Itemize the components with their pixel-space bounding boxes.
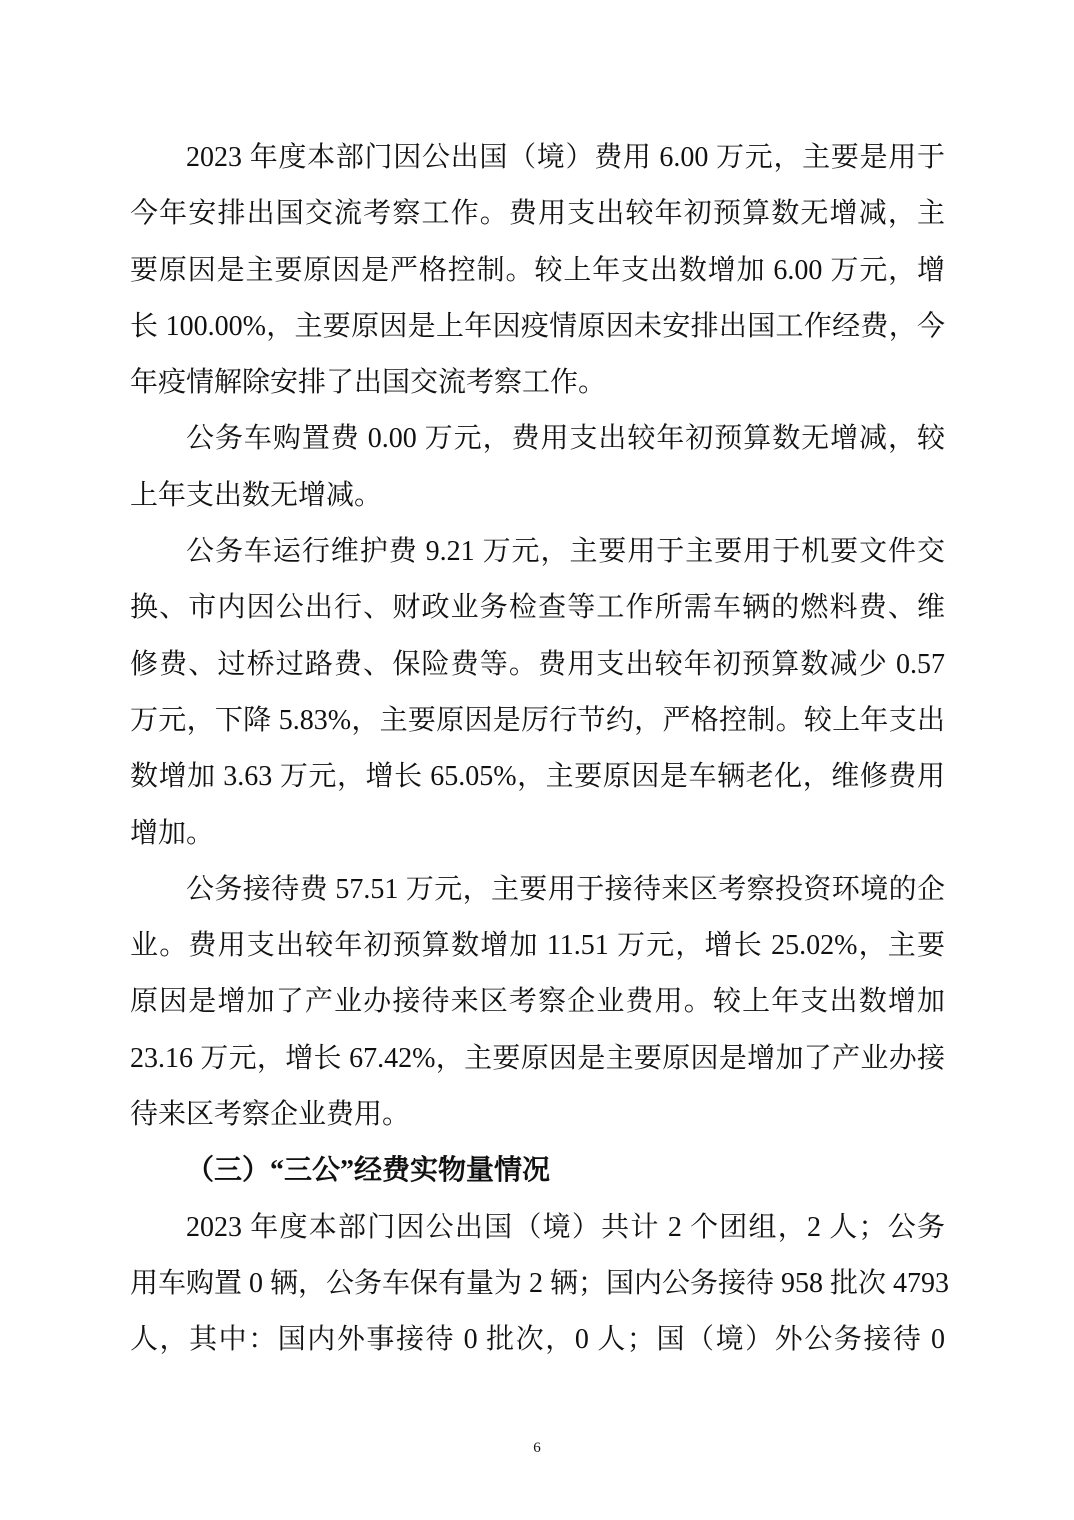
text-line: （三）“三公”经费实物量情况: [186, 1155, 551, 1187]
text-line: 待来区考察企业费用。: [130, 1099, 411, 1131]
text-line: 用车购置 0 辆，公务车保有量为 2 辆；国内公务接待 958 批次 4793: [130, 1267, 950, 1299]
text-line: 换、市内因公出行、财政业务检查等工作所需车辆的燃料费、维: [130, 592, 945, 624]
document-body: [130, 130, 950, 1369]
text-line: 要原因是主要原因是严格控制。较上年支出数增加 6.00 万元，增: [130, 254, 945, 286]
text-line: 23.16 万元，增长 67.42%，主要原因是主要原因是增加了产业办接: [130, 1042, 945, 1074]
text-line: 年疫情解除安排了出国交流考察工作。: [130, 367, 607, 399]
text-line: 上年支出数无增减。: [130, 479, 383, 511]
paragraph: [130, 524, 945, 862]
text-line: 今年安排出国交流考察工作。费用支出较年初预算数无增减，主: [130, 198, 945, 230]
text-line: 公务车购置费 0.00 万元，费用支出较年初预算数无增减，较: [186, 423, 945, 455]
text-line: 人，其中：国内外事接待 0 批次，0 人；国（境）外公务接待 0: [130, 1324, 945, 1356]
text-line: 2023 年度本部门因公出国（境）费用 6.00 万元，主要是用于: [186, 142, 945, 173]
text-line: 原因是增加了产业办接待来区考察企业费用。较上年支出数增加: [130, 986, 945, 1018]
paragraph: [130, 862, 945, 1143]
text-line: 业。费用支出较年初预算数增加 11.51 万元，增长 25.02%，主要: [130, 930, 945, 962]
section-heading: [130, 1143, 945, 1199]
paragraph: [130, 130, 945, 411]
text-line: 万元，下降 5.83%，主要原因是厉行节约，严格控制。较上年支出: [130, 704, 945, 736]
text-line: 增加。: [130, 817, 215, 849]
text-line: 公务车运行维护费 9.21 万元，主要用于主要用于机要文件交: [186, 536, 945, 568]
text-line: 修费、过桥过路费、保险费等。费用支出较年初预算数减少 0.57: [130, 648, 945, 680]
page-number: 6: [533, 1440, 541, 1456]
paragraph: [130, 1200, 950, 1369]
text-line: 公务接待费 57.51 万元，主要用于接待来区考察投资环境的企: [186, 873, 945, 905]
paragraph: [130, 411, 945, 524]
text-line: 数增加 3.63 万元，增长 65.05%，主要原因是车辆老化，维修费用: [130, 761, 945, 793]
text-line: 长 100.00%，主要原因是上年因疫情原因未安排出国工作经费，今: [130, 310, 945, 342]
text-line: 2023 年度本部门因公出国（境）共计 2 个团组，2 人；公务: [186, 1211, 945, 1243]
